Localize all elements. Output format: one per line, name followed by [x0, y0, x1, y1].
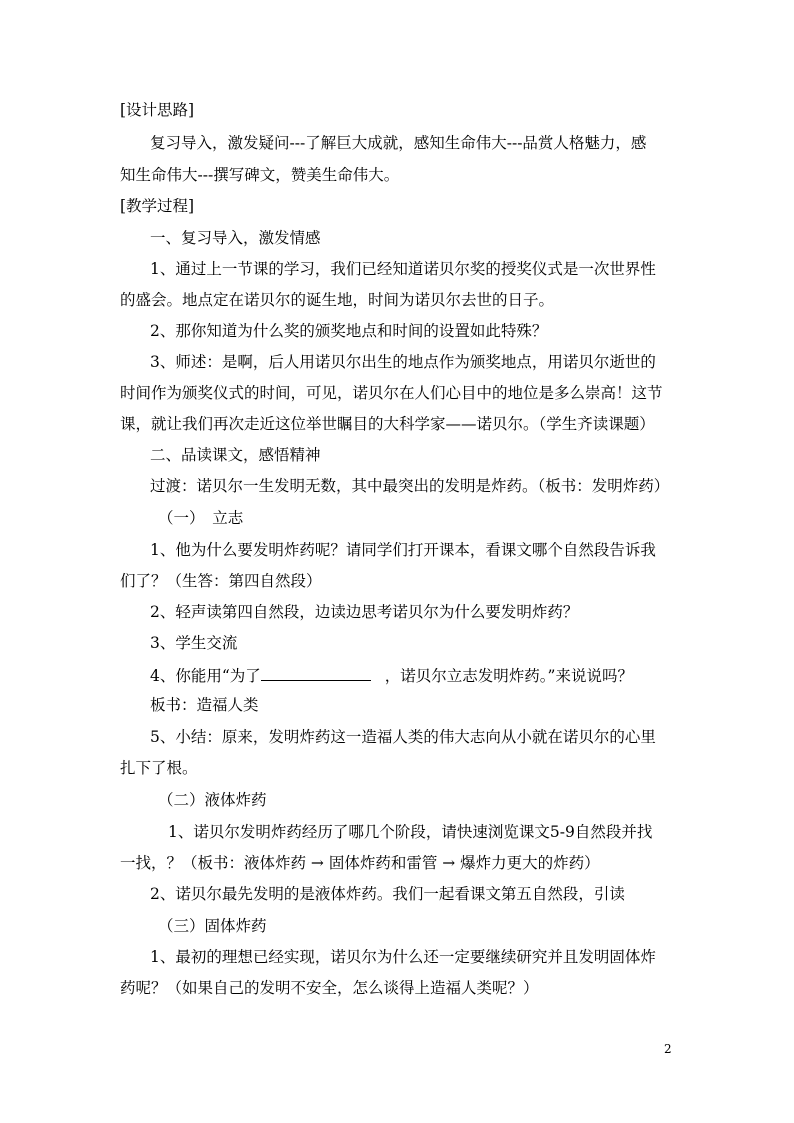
paragraph-line: 1、最初的理想已经实现，诺贝尔为什么还一定要继续研究并且发明固体炸 — [150, 948, 656, 966]
fill-in-line — [150, 664, 633, 686]
paragraph-line: 5、小结：原来，发明炸药这一造福人类的伟大志向从小就在诺贝尔的心里 — [150, 728, 656, 746]
paragraph-line: 2、诺贝尔最先发明的是液体炸药。我们一起看课文第五自然段，引读 — [150, 885, 625, 903]
board-note: 板书：造福人类 — [150, 696, 259, 714]
subheading: （二）液体炸药 — [158, 791, 267, 809]
paragraph-line: 知生命伟大---撰写碑文，赞美生命伟大。 — [120, 166, 400, 184]
subheading: （一） 立志 — [158, 509, 244, 527]
subheading: （三）固体炸药 — [158, 917, 267, 935]
paragraph-line: 3、师述：是啊，后人用诺贝尔出生的地点作为颁奖地点，用诺贝尔逝世的 — [150, 353, 656, 371]
fill-in-suffix: ，诺贝尔立志发明炸药。”来说说吗？ — [384, 667, 633, 685]
paragraph-line: 2、轻声读第四自然段，边读边思考诺贝尔为什么要发明炸药？ — [150, 603, 579, 621]
answer-blank — [261, 664, 371, 681]
paragraph-line: 药呢？（如果自己的发明不安全，怎么谈得上造福人类呢？） — [120, 979, 539, 997]
paragraph-line: 2、那你知道为什么奖的颁奖地点和时间的设置如此特殊？ — [150, 322, 548, 340]
paragraph-line: 复习导入，激发疑问---了解巨大成就，感知生命伟大---品赏人格魅力，感 — [150, 134, 647, 152]
subheading: 一、复习导入，激发情感 — [150, 229, 321, 247]
paragraph-line: 们了？（生答：第四自然段） — [120, 572, 322, 590]
subheading: 二、品读课文，感悟精神 — [150, 446, 321, 464]
paragraph-line: 的盛会。地点定在诺贝尔的诞生地，时间为诺贝尔去世的日子。 — [120, 291, 555, 309]
paragraph-line: 3、学生交流 — [150, 634, 238, 652]
paragraph-line: 过渡：诺贝尔一生发明无数，其中最突出的发明是炸药。（板书：发明炸药） — [150, 477, 670, 495]
paragraph-line: 时间作为颁奖仪式的时间，可见，诺贝尔在人们心目中的地位是多么崇高！这节 — [120, 384, 663, 402]
paragraph-line: 课，就让我们再次走近这位举世瞩目的大科学家——诺贝尔。（学生齐读课题） — [120, 415, 655, 433]
section-heading-process: [教学过程] — [120, 197, 195, 215]
paragraph-line: 1、诺贝尔发明炸药经历了哪几个阶段，请快速浏览课文5-9自然段并找 — [168, 823, 653, 841]
paragraph-line: 1、他为什么要发明炸药呢？请同学们打开课本，看课文哪个自然段告诉我 — [150, 541, 656, 559]
paragraph-line: 一找，？（板书：液体炸药 → 固体炸药和雷管 → 爆炸力更大的炸药） — [120, 854, 600, 872]
page-number: 2 — [664, 1042, 672, 1056]
section-heading-design: [设计思路] — [120, 101, 195, 119]
paragraph-line: 扎下了根。 — [120, 759, 198, 777]
fill-in-prefix: 4、你能用“为了 — [150, 667, 261, 685]
paragraph-line: 1、通过上一节课的学习，我们已经知道诺贝尔奖的授奖仪式是一次世界性 — [150, 260, 656, 278]
